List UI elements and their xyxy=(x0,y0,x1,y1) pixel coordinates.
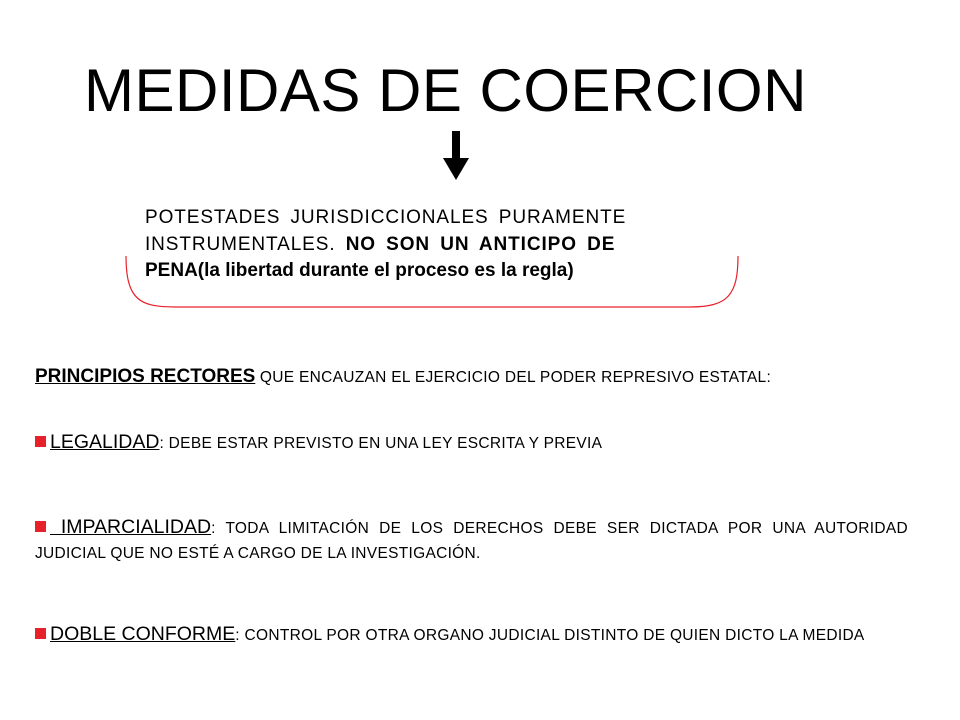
principles-heading-title: PRINCIPIOS RECTORES xyxy=(35,366,256,387)
description-line-3-bold: PENA(la libertad durante el proceso es la regla) xyxy=(145,260,574,281)
description-line-2-normal: INSTRUMENTALES. xyxy=(145,233,346,255)
square-bullet-icon xyxy=(35,628,46,639)
principle-imparcialidad xyxy=(35,515,908,566)
principle-legalidad xyxy=(35,430,908,456)
principle-term: DOBLE CONFORME xyxy=(50,623,236,645)
description-line-2-bold: NO SON UN ANTICIPO DE xyxy=(345,233,616,255)
principles-section xyxy=(35,365,909,645)
principle-text: : TODA LIMITACIÓN DE LOS DERECHOS DEBE SER DICTADA POR UNA AUTORIDAD JUDICIAL QUE NO ESTÉ A CARGO DE LA INVESTIGACIÓN. xyxy=(35,520,909,562)
description-line-3 xyxy=(145,258,725,285)
principles-heading xyxy=(35,365,908,389)
principles-heading-rest: QUE ENCAUZAN EL EJERCICIO DEL PODER REPRESIVO ESTATAL: xyxy=(255,369,772,386)
principle-term: LEGALIDAD xyxy=(50,431,160,453)
principle-doble-conforme xyxy=(35,622,908,648)
slide-title: MEDIDAS DE COERCION xyxy=(84,57,807,124)
square-bullet-icon xyxy=(35,436,46,447)
square-bullet-icon xyxy=(35,521,46,532)
description-line-2 xyxy=(145,232,725,259)
principle-term: IMPARCIALIDAD xyxy=(50,516,212,538)
description-block xyxy=(145,205,725,285)
principle-text: : DEBE ESTAR PREVISTO EN UNA LEY ESCRITA Y PREVIA xyxy=(159,435,603,452)
description-line-1: POTESTADES JURISDICCIONALES PURAMENTE xyxy=(145,207,627,228)
principle-text: : CONTROL POR OTRA ORGANO JUDICIAL DISTINTO DE QUIEN DICTO LA MEDIDA xyxy=(235,627,865,644)
